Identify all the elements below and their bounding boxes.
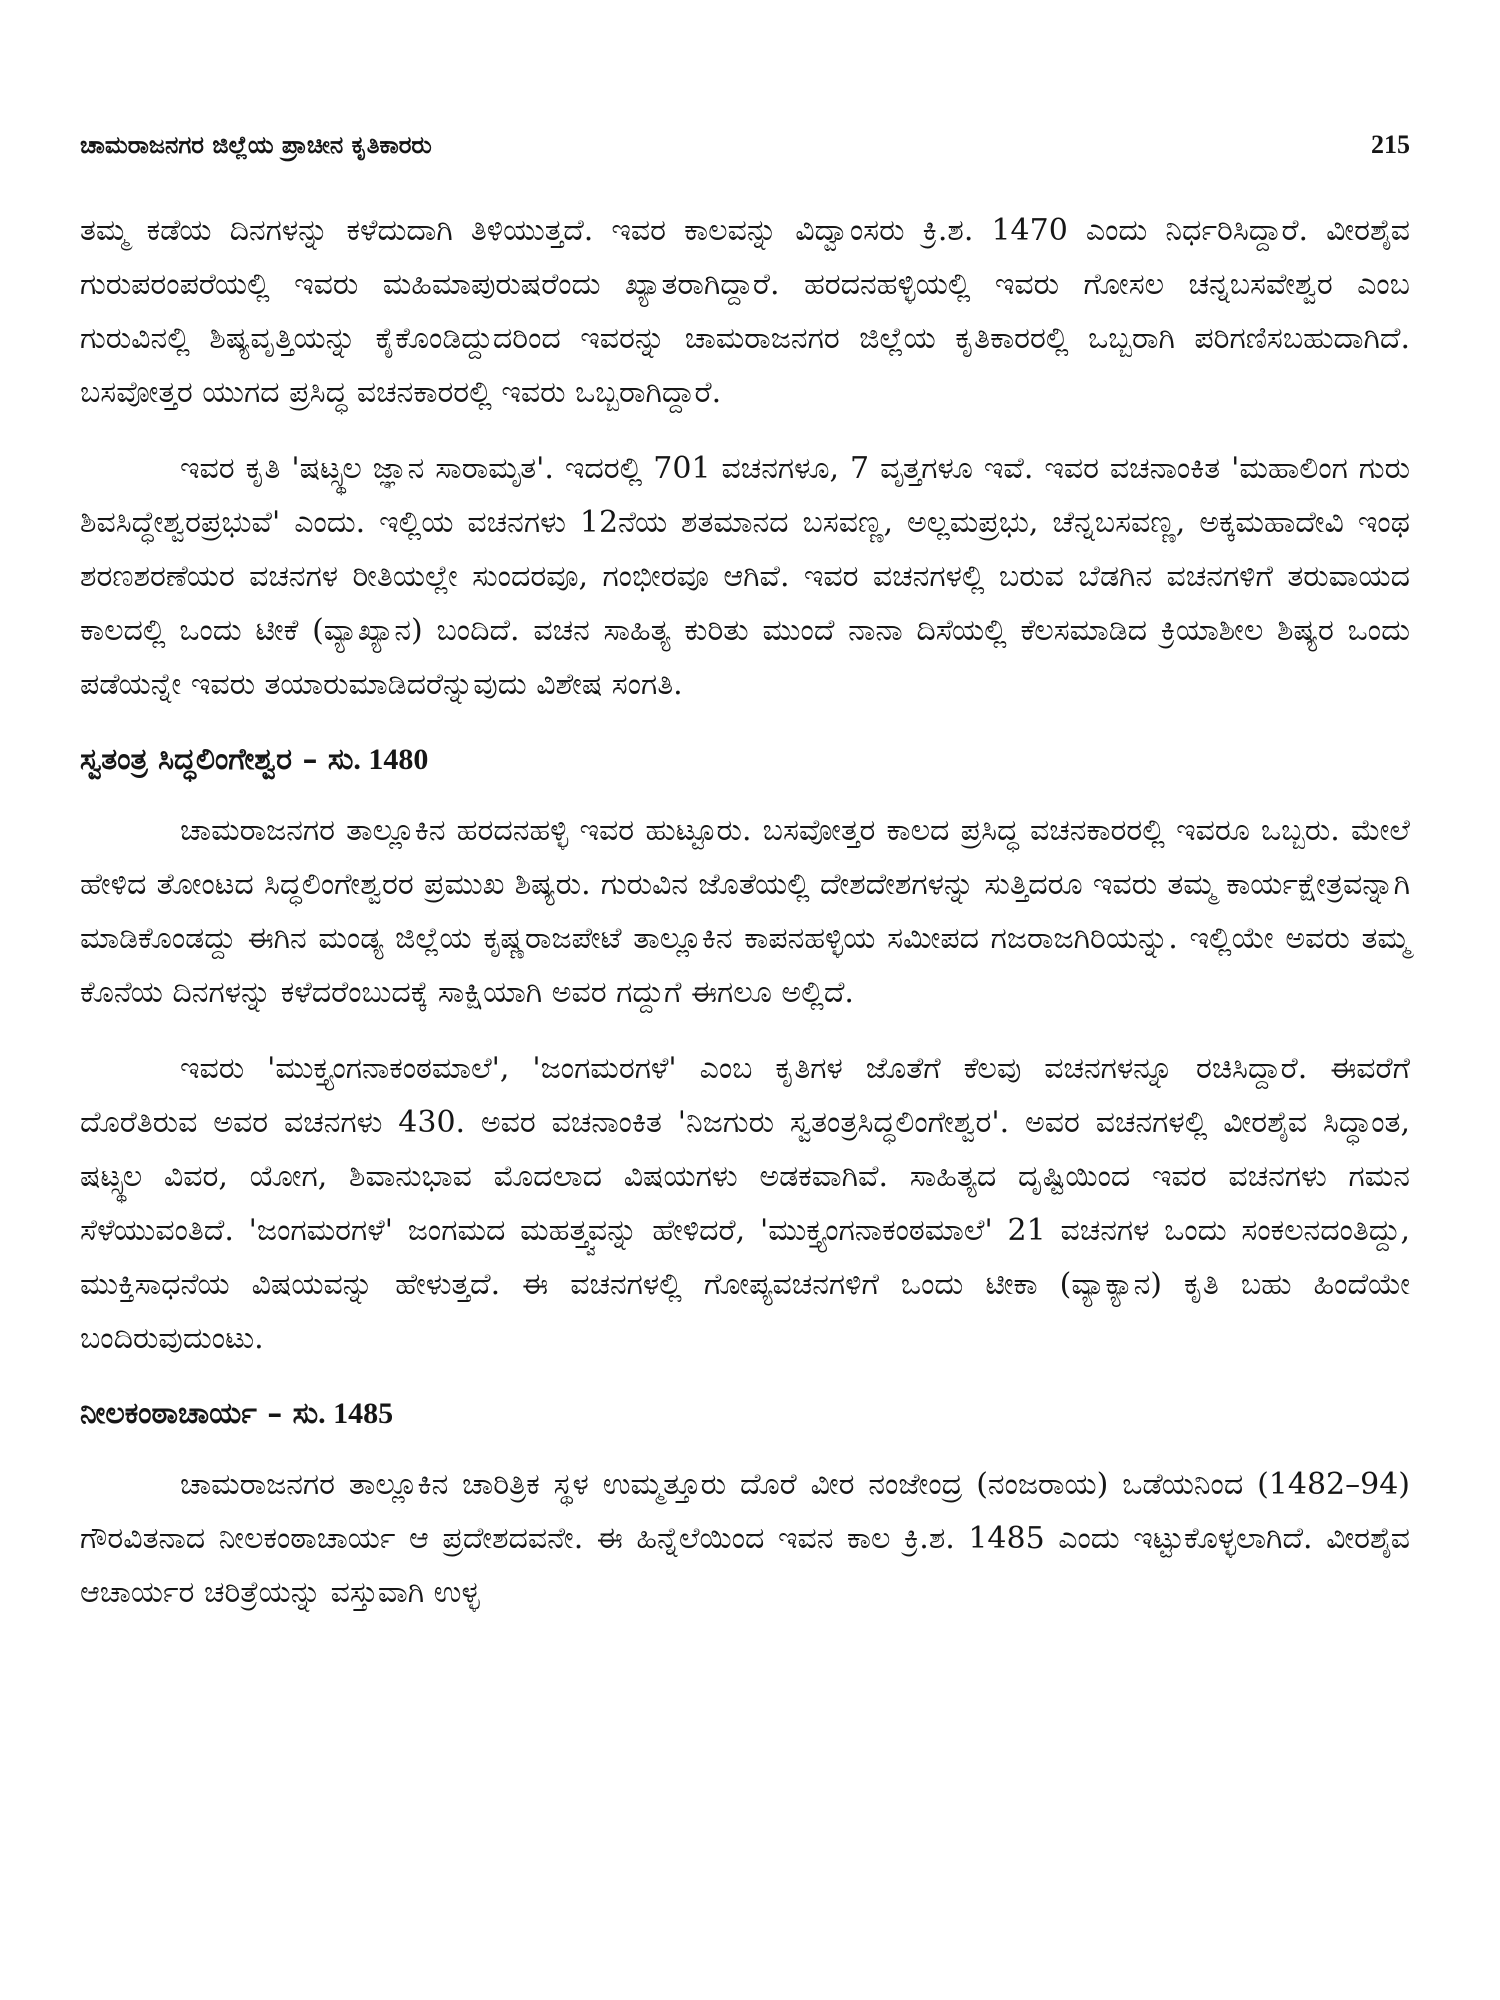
paragraph-3: ಚಾಮರಾಜನಗರ ತಾಲ್ಲೂಕಿನ ಹರದನಹಳ್ಳಿ ಇವರ ಹುಟ್ಟೂರು. ಬಸವೋತ್ತರ ಕಾಲದ ಪ್ರಸಿದ್ಧ ವಚನಕಾರರಲ್ಲಿ ಇವರೂ ಒಬ್ಬರು. ಮೇಲೆ ಹೇಳಿದ ತೋಂಟದ ಸಿದ್ಧಲಿಂಗೇಶ್ವರರ ಪ್ರಮುಖ ಶಿಷ್ಯರು. ಗುರುವಿನ ಜೊತೆಯಲ್ಲಿ ದೇಶದೇಶಗಳನ್ನು ಸುತ್ತಿದರೂ ಇವರು ತಮ್ಮ ಕಾರ್ಯಕ್ಷೇತ್ರವನ್ನಾಗಿ ಮಾಡಿಕೊಂಡದ್ದು ಈಗಿನ ಮಂಡ್ಯ ಜಿಲ್ಲೆಯ ಕೃಷ್ಣರಾಜಪೇಟೆ ತಾಲ್ಲೂಕಿನ ಕಾಪನಹಳ್ಳಿಯ ಸಮೀಪದ ಗಜರಾಜಗಿರಿಯನ್ನು. ಇಲ್ಲಿಯೇ ಅವರು ತಮ್ಮ ಕೊನೆಯ ದಿನಗಳನ್ನು ಕಳೆದರೆಂಬುದಕ್ಕೆ ಸಾಕ್ಷಿಯಾಗಿ ಅವರ ಗದ್ದುಗೆ ಈಗಲೂ ಅಲ್ಲಿದೆ.	[80, 813, 1410, 1010]
running-title: ಚಾಮರಾಜನಗರ ಜಿಲ್ಲೆಯ ಪ್ರಾಚೀನ ಕೃತಿಕಾರರು	[80, 130, 432, 159]
section-heading-swatantra-siddhalingeshwara	[80, 734, 1410, 786]
section-date: ಸು. 1480	[327, 743, 429, 776]
book-page	[80, 130, 1410, 1960]
section-name: ಸ್ವತಂತ್ರ ಸಿದ್ಧಲಿಂಗೇಶ್ವರ	[80, 742, 292, 777]
section-name: ನೀಲಕಂಠಾಚಾರ್ಯ	[80, 1396, 257, 1431]
section-date: ಸು. 1485	[292, 1397, 394, 1430]
paragraph-1: ತಮ್ಮ ಕಡೆಯ ದಿನಗಳನ್ನು ಕಳೆದುದಾಗಿ ತಿಳಿಯುತ್ತದೆ. ಇವರ ಕಾಲವನ್ನು ವಿದ್ವಾಂಸರು ಕ್ರಿ.ಶ. 1470 ಎಂದು ನಿರ್ಧರಿಸಿದ್ದಾರೆ. ವೀರಶೈವ ಗುರುಪರಂಪರೆಯಲ್ಲಿ ಇವರು ಮಹಿಮಾಪುರುಷರೆಂದು ಖ್ಯಾತರಾಗಿದ್ದಾರೆ. ಹರದನಹಳ್ಳಿಯಲ್ಲಿ ಇವರು ಗೋಸಲ ಚನ್ನಬಸವೇಶ್ವರ ಎಂಬ ಗುರುವಿನಲ್ಲಿ ಶಿಷ್ಯವೃತ್ತಿಯನ್ನು ಕೈಕೊಂಡಿದ್ದುದರಿಂದ ಇವರನ್ನು ಚಾಮರಾಜನಗರ ಜಿಲ್ಲೆಯ ಕೃತಿಕಾರರಲ್ಲಿ ಒಬ್ಬರಾಗಿ ಪರಿಗಣಿಸಬಹುದಾಗಿದೆ. ಬಸವೋತ್ತರ ಯುಗದ ಪ್ರಸಿದ್ಧ ವಚನಕಾರರಲ್ಲಿ ಇವರು ಒಬ್ಬರಾಗಿದ್ದಾರೆ.	[80, 213, 1410, 410]
paragraph-2: ಇವರ ಕೃತಿ 'ಷಟ್ಸ್ಥಲ ಜ್ಞಾನ ಸಾರಾಮೃತ'. ಇದರಲ್ಲಿ 701 ವಚನಗಳೂ, 7 ವೃತ್ತಗಳೂ ಇವೆ. ಇವರ ವಚನಾಂಕಿತ 'ಮಹಾಲಿಂಗ ಗುರು ಶಿವಸಿದ್ಧೇಶ್ವರಪ್ರಭುವೆ' ಎಂದು. ಇಲ್ಲಿಯ ವಚನಗಳು 12ನೆಯ ಶತಮಾನದ ಬಸವಣ್ಣ, ಅಲ್ಲಮಪ್ರಭು, ಚೆನ್ನಬಸವಣ್ಣ, ಅಕ್ಕಮಹಾದೇವಿ ಇಂಥ ಶರಣಶರಣೆಯರ ವಚನಗಳ ರೀತಿಯಲ್ಲೇ ಸುಂದರವೂ, ಗಂಭೀರವೂ ಆಗಿವೆ. ಇವರ ವಚನಗಳಲ್ಲಿ ಬರುವ ಬೆಡಗಿನ ವಚನಗಳಿಗೆ ತರುವಾಯದ ಕಾಲದಲ್ಲಿ ಒಂದು ಟೀಕೆ (ವ್ಯಾಖ್ಯಾನ) ಬಂದಿದೆ. ವಚನ ಸಾಹಿತ್ಯ ಕುರಿತು ಮುಂದೆ ನಾನಾ ದಿಸೆಯಲ್ಲಿ ಕೆಲಸಮಾಡಿದ ಕ್ರಿಯಾಶೀಲ ಶಿಷ್ಯರ ಒಂದು ಪಡೆಯನ್ನೇ ಇವರು ತಯಾರುಮಾಡಿದರೆನ್ನುವುದು ವಿಶೇಷ ಸಂಗತಿ.	[80, 451, 1410, 702]
paragraph-4: ಇವರು 'ಮುಕ್ತ್ಯಂಗನಾಕಂಠಮಾಲೆ', 'ಜಂಗಮರಗಳೆ' ಎಂಬ ಕೃತಿಗಳ ಜೊತೆಗೆ ಕೆಲವು ವಚನಗಳನ್ನೂ ರಚಿಸಿದ್ದಾರೆ. ಈವರೆಗೆ ದೊರೆತಿರುವ ಅವರ ವಚನಗಳು 430. ಅವರ ವಚನಾಂಕಿತ 'ನಿಜಗುರು ಸ್ವತಂತ್ರಸಿದ್ಧಲಿಂಗೇಶ್ವರ'. ಅವರ ವಚನಗಳಲ್ಲಿ ವೀರಶೈವ ಸಿದ್ಧಾಂತ, ಷಟ್ಸ್ಥಲ ವಿವರ, ಯೋಗ, ಶಿವಾನುಭಾವ ಮೊದಲಾದ ವಿಷಯಗಳು ಅಡಕವಾಗಿವೆ. ಸಾಹಿತ್ಯದ ದೃಷ್ಟಿಯಿಂದ ಇವರ ವಚನಗಳು ಗಮನ ಸೆಳೆಯುವಂತಿದೆ. 'ಜಂಗಮರಗಳೆ' ಜಂಗಮದ ಮಹತ್ತ್ವವನ್ನು ಹೇಳಿದರೆ, 'ಮುಕ್ತ್ಯಂಗನಾಕಂಠಮಾಲೆ' 21 ವಚನಗಳ ಒಂದು ಸಂಕಲನದಂತಿದ್ದು, ಮುಕ್ತಿಸಾಧನೆಯ ವಿಷಯವನ್ನು ಹೇಳುತ್ತದೆ. ಈ ವಚನಗಳಲ್ಲಿ ಗೋಪ್ಯವಚನಗಳಿಗೆ ಒಂದು ಟೀಕಾ (ವ್ಯಾಕ್ಯಾನ) ಕೃತಿ ಬಹು ಹಿಂದೆಯೇ ಬಂದಿರುವುದುಂಟು.	[80, 1051, 1410, 1356]
section-dash: –	[302, 742, 318, 777]
running-header	[80, 130, 1410, 160]
section-dash: –	[267, 1396, 283, 1431]
paragraph-5: ಚಾಮರಾಜನಗರ ತಾಲ್ಲೂಕಿನ ಚಾರಿತ್ರಿಕ ಸ್ಥಳ ಉಮ್ಮತ್ತೂರು ದೊರೆ ವೀರ ನಂಜೇಂದ್ರ (ನಂಜರಾಯ) ಒಡೆಯನಿಂದ (1482–94) ಗೌರವಿತನಾದ ನೀಲಕಂಠಾಚಾರ್ಯ ಆ ಪ್ರದೇಶದವನೇ. ಈ ಹಿನ್ನೆಲೆಯಿಂದ ಇವನ ಕಾಲ ಕ್ರಿ.ಶ. 1485 ಎಂದು ಇಟ್ಟುಕೊಳ್ಳಲಾಗಿದೆ. ವೀರಶೈವ ಆಚಾರ್ಯರ ಚರಿತ್ರೆಯನ್ನು ವಸ್ತುವಾಗಿ ಉಳ್ಳ	[80, 1467, 1410, 1610]
section-heading-neelakanthacharya	[80, 1388, 1410, 1440]
page-number: 215	[1371, 130, 1410, 159]
